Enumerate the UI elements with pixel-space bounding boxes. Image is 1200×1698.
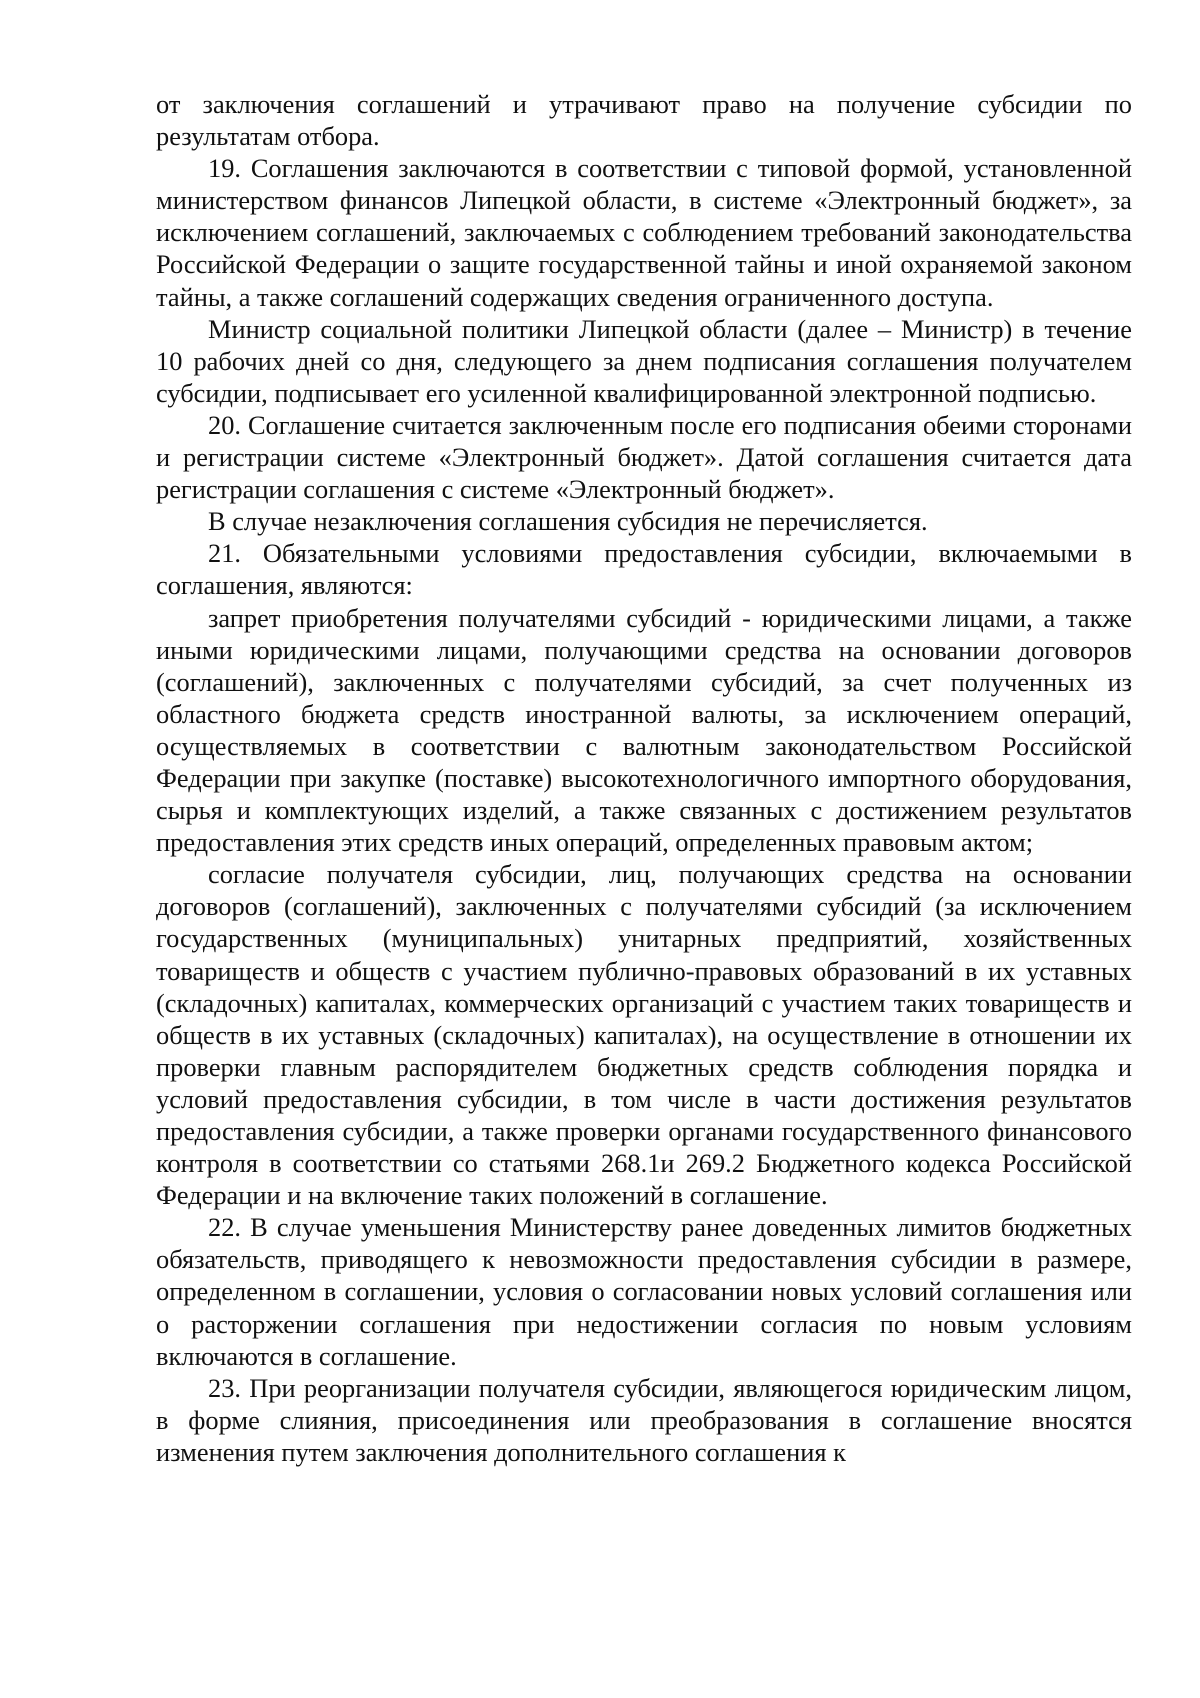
paragraph-continuation: от заключения соглашений и утрачивают право на получение субсидии по результатам отбора. [156, 89, 1132, 152]
paragraph-non-conclusion: В случае незаключения соглашения субсидия не перечисляется. [208, 506, 928, 537]
paragraph-22: 22. В случае уменьшения Министерству ранее доведенных лимитов бюджетных обязательств, приводящего к невозможности предоставления субсидии в размере, определенном в соглашении, условия о согласовании новых условий соглашения или о расторжении соглашения при недостижении согласия по новым условиям включаются в соглашение. [156, 1212, 1132, 1371]
paragraph-21-consent: согласие получателя субсидии, лиц, получающих средства на основании договоров (соглашений), заключенных с получателями субсидий (за исключением государственных (муниципальных) унитарных предприятий, хозяйственных товариществ и обществ с участием публично-правовых образований в их уставных (складочных) капиталах, коммерческих организаций с участием таких товариществ и обществ в их уставных (складочных) капиталах), на осуществление в отношении их проверки главным распорядителем бюджетных средств соблюдения порядка и условий предоставления субсидии, в том числе в части достижения результатов предоставления субсидии, а также проверки органами государственного финансового контроля в соответствии со статьями 268.1и 269.2 Бюджетного кодекса Российской Федерации и на включение таких положений в соглашение. [156, 859, 1132, 1211]
document-body [156, 88, 1132, 1468]
paragraph-23: 23. При реорганизации получателя субсидии, являющегося юридическим лицом, в форме слияния, присоединения или преобразования в соглашение вносятся изменения путем заключения дополнительного соглашения к [156, 1372, 1132, 1467]
paragraph-19: 19. Соглашения заключаются в соответствии с типовой формой, установленной министерством финансов Липецкой области, в системе «Электронный бюджет», за исключением соглашений, заключаемых с соблюдением требований законодательства Российской Федерации о защите государственной тайны и иной охраняемой законом тайны, а также соглашений содержащих сведения ограниченного доступа. [156, 153, 1132, 312]
paragraph-21: 21. Обязательными условиями предоставления субсидии, включаемыми в соглашения, являются: [156, 538, 1132, 601]
paragraph-20: 20. Соглашение считается заключенным после его подписания обеими сторонами и регистрации системе «Электронный бюджет». Датой соглашения считается дата регистрации соглашения с системе «Электронный бюджет». [156, 409, 1132, 505]
paragraph-21-prohibition: запрет приобретения получателями субсидий - юридическими лицами, а также иными юридическими лицами, получающими средства на основании договоров (соглашений), заключенных с получателями субсидий, за счет полученных из областного бюджета средств иностранной валюты, за исключением операций, осуществляемых в соответствии с валютным законодательством Российской Федерации при закупке (поставке) высокотехнологичного импортного оборудования, сырья и комплектующих изделий, а также связанных с достижением результатов предоставления этих средств иных операций, определенных правовым актом; [156, 602, 1132, 858]
paragraph-minister-signature: Министр социальной политики Липецкой области (далее – Министр) в течение 10 рабочих дней со дня, следующего за днем подписания соглашения получателем субсидии, подписывает его усиленной квалифицированной электронной подписью. [156, 313, 1132, 408]
